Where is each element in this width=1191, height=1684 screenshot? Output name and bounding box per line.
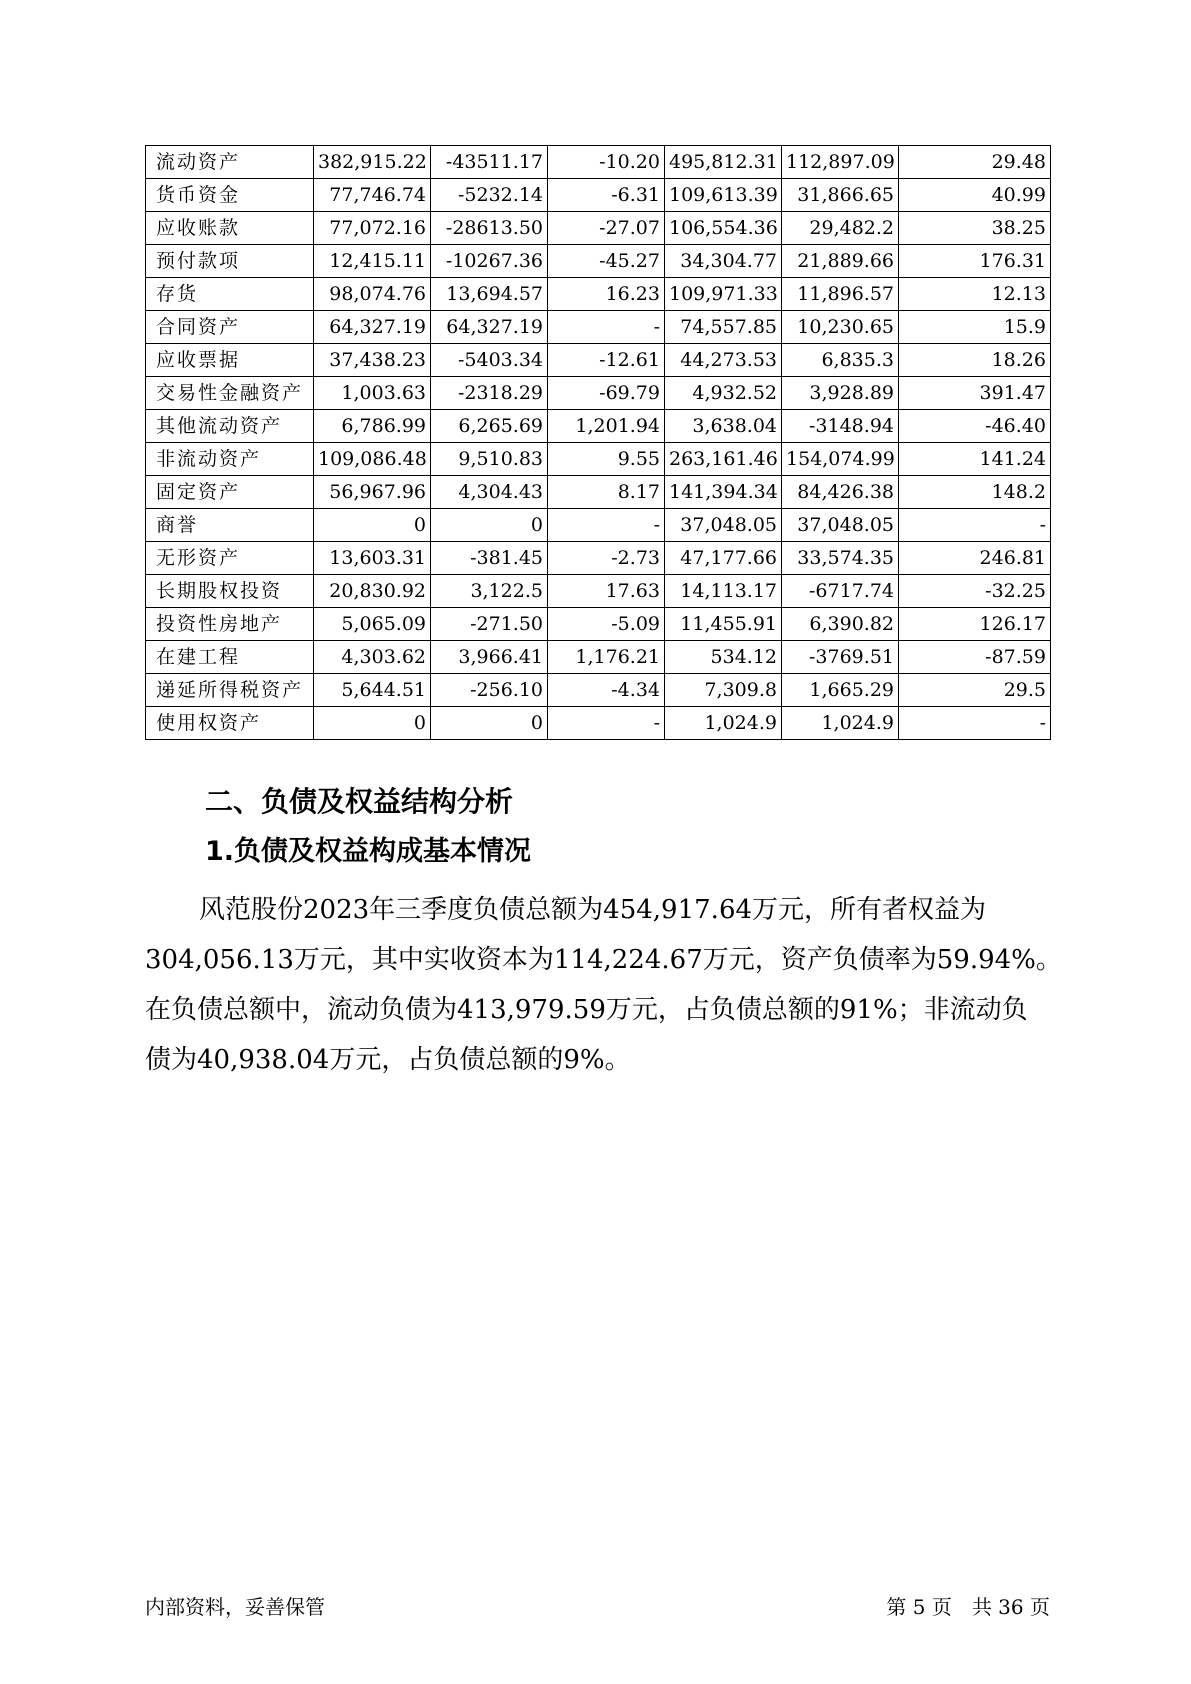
value-cell: -45.27	[548, 245, 665, 278]
footer-total-label: 共 36 页	[971, 1595, 1050, 1619]
value-cell: -381.45	[431, 542, 548, 575]
row-label-cell: 无形资产	[146, 542, 314, 575]
table-row	[146, 311, 1051, 344]
row-label-cell: 应收票据	[146, 344, 314, 377]
value-cell: 3,122.5	[431, 575, 548, 608]
value-cell: -10.20	[548, 146, 665, 179]
value-cell: 141.24	[899, 443, 1051, 476]
value-cell: 40.99	[899, 179, 1051, 212]
section-subheading: 1.负债及权益构成基本情况	[205, 836, 532, 867]
value-cell: -46.40	[899, 410, 1051, 443]
value-cell: -69.79	[548, 377, 665, 410]
paragraph-line: 债为40,938.04万元，占负债总额的9%。	[145, 1045, 631, 1075]
table-row	[146, 410, 1051, 443]
value-cell: 534.12	[665, 641, 782, 674]
value-cell: 109,613.39	[665, 179, 782, 212]
value-cell: 98,074.76	[314, 278, 431, 311]
value-cell: 148.2	[899, 476, 1051, 509]
row-label-cell: 投资性房地产	[146, 608, 314, 641]
row-label-cell: 流动资产	[146, 146, 314, 179]
value-cell: 154,074.99	[782, 443, 899, 476]
value-cell: 1,201.94	[548, 410, 665, 443]
value-cell: 11,455.91	[665, 608, 782, 641]
footer-confidential-note: 内部资料，妥善保管	[145, 1595, 325, 1619]
table-row	[146, 146, 1051, 179]
value-cell: 8.17	[548, 476, 665, 509]
value-cell: 5,065.09	[314, 608, 431, 641]
table-row	[146, 575, 1051, 608]
value-cell: 9.55	[548, 443, 665, 476]
value-cell: 64,327.19	[314, 311, 431, 344]
value-cell: -4.34	[548, 674, 665, 707]
value-cell: 37,048.05	[782, 509, 899, 542]
value-cell: 16.23	[548, 278, 665, 311]
value-cell: -271.50	[431, 608, 548, 641]
footer-page-label: 第 5 页	[886, 1595, 952, 1619]
value-cell: 20,830.92	[314, 575, 431, 608]
paragraph-line: 304,056.13万元，其中实收资本为114,224.67万元，资产负债率为59.94%。	[145, 945, 1062, 975]
row-label-cell: 非流动资产	[146, 443, 314, 476]
value-cell: 112,897.09	[782, 146, 899, 179]
value-cell: -5403.34	[431, 344, 548, 377]
value-cell: 31,866.65	[782, 179, 899, 212]
row-label-cell: 使用权资产	[146, 707, 314, 740]
value-cell: -10267.36	[431, 245, 548, 278]
row-label-cell: 交易性金融资产	[146, 377, 314, 410]
value-cell: 10,230.65	[782, 311, 899, 344]
value-cell: -	[548, 509, 665, 542]
value-cell: 126.17	[899, 608, 1051, 641]
table-row	[146, 641, 1051, 674]
table-row	[146, 707, 1051, 740]
value-cell: 9,510.83	[431, 443, 548, 476]
value-cell: -32.25	[899, 575, 1051, 608]
value-cell: -12.61	[548, 344, 665, 377]
value-cell: 33,574.35	[782, 542, 899, 575]
table-row	[146, 542, 1051, 575]
row-label-cell: 应收账款	[146, 212, 314, 245]
value-cell: 3,966.41	[431, 641, 548, 674]
table-row	[146, 179, 1051, 212]
value-cell: 64,327.19	[431, 311, 548, 344]
value-cell: -3148.94	[782, 410, 899, 443]
value-cell: 6,786.99	[314, 410, 431, 443]
row-label-cell: 货币资金	[146, 179, 314, 212]
value-cell: -6717.74	[782, 575, 899, 608]
row-label-cell: 在建工程	[146, 641, 314, 674]
footer-page-number	[886, 1594, 1050, 1620]
row-label-cell: 长期股权投资	[146, 575, 314, 608]
table-row	[146, 344, 1051, 377]
value-cell: 246.81	[899, 542, 1051, 575]
value-cell: 1,024.9	[782, 707, 899, 740]
row-label-cell: 递延所得税资产	[146, 674, 314, 707]
value-cell: -3769.51	[782, 641, 899, 674]
value-cell: 29.48	[899, 146, 1051, 179]
value-cell: -2318.29	[431, 377, 548, 410]
value-cell: 74,557.85	[665, 311, 782, 344]
value-cell: 1,003.63	[314, 377, 431, 410]
table-row	[146, 377, 1051, 410]
value-cell: 47,177.66	[665, 542, 782, 575]
value-cell: 6,265.69	[431, 410, 548, 443]
row-label-cell: 商誉	[146, 509, 314, 542]
row-label-cell: 预付款项	[146, 245, 314, 278]
value-cell: 1,176.21	[548, 641, 665, 674]
analysis-paragraph	[145, 885, 1062, 1085]
table-row	[146, 608, 1051, 641]
value-cell: -43511.17	[431, 146, 548, 179]
table-body	[146, 146, 1051, 740]
value-cell: 13,603.31	[314, 542, 431, 575]
value-cell: 106,554.36	[665, 212, 782, 245]
value-cell: 77,746.74	[314, 179, 431, 212]
table-row	[146, 245, 1051, 278]
value-cell: 3,638.04	[665, 410, 782, 443]
value-cell: 84,426.38	[782, 476, 899, 509]
value-cell: -6.31	[548, 179, 665, 212]
value-cell: -87.59	[899, 641, 1051, 674]
value-cell: 21,889.66	[782, 245, 899, 278]
value-cell: -256.10	[431, 674, 548, 707]
value-cell: 0	[431, 707, 548, 740]
table-row	[146, 443, 1051, 476]
value-cell: 109,971.33	[665, 278, 782, 311]
value-cell: -28613.50	[431, 212, 548, 245]
row-label-cell: 存货	[146, 278, 314, 311]
value-cell: 44,273.53	[665, 344, 782, 377]
value-cell: -5232.14	[431, 179, 548, 212]
paragraph-line: 风范股份2023年三季度负债总额为454,917.64万元，所有者权益为	[199, 895, 987, 925]
value-cell: -	[899, 509, 1051, 542]
row-label-cell: 合同资产	[146, 311, 314, 344]
value-cell: 6,835.3	[782, 344, 899, 377]
value-cell: -	[548, 707, 665, 740]
table-row	[146, 212, 1051, 245]
value-cell: 17.63	[548, 575, 665, 608]
value-cell: 13,694.57	[431, 278, 548, 311]
value-cell: 1,024.9	[665, 707, 782, 740]
value-cell: 34,304.77	[665, 245, 782, 278]
value-cell: 4,303.62	[314, 641, 431, 674]
value-cell: 141,394.34	[665, 476, 782, 509]
value-cell: -5.09	[548, 608, 665, 641]
table-row	[146, 674, 1051, 707]
value-cell: -	[548, 311, 665, 344]
value-cell: 37,438.23	[314, 344, 431, 377]
value-cell: 4,932.52	[665, 377, 782, 410]
balance-sheet-table	[145, 145, 1051, 740]
value-cell: 7,309.8	[665, 674, 782, 707]
table-row	[146, 278, 1051, 311]
section-heading: 二、负债及权益结构分析	[205, 785, 514, 818]
value-cell: 391.47	[899, 377, 1051, 410]
table-row	[146, 476, 1051, 509]
value-cell: -27.07	[548, 212, 665, 245]
value-cell: 56,967.96	[314, 476, 431, 509]
value-cell: 38.25	[899, 212, 1051, 245]
value-cell: 12.13	[899, 278, 1051, 311]
value-cell: 1,665.29	[782, 674, 899, 707]
value-cell: 29,482.2	[782, 212, 899, 245]
value-cell: 3,928.89	[782, 377, 899, 410]
table-row	[146, 509, 1051, 542]
value-cell: 12,415.11	[314, 245, 431, 278]
value-cell: 15.9	[899, 311, 1051, 344]
row-label-cell: 固定资产	[146, 476, 314, 509]
value-cell: 263,161.46	[665, 443, 782, 476]
value-cell: 495,812.31	[665, 146, 782, 179]
value-cell: 0	[431, 509, 548, 542]
value-cell: -	[899, 707, 1051, 740]
value-cell: 77,072.16	[314, 212, 431, 245]
value-cell: 109,086.48	[314, 443, 431, 476]
value-cell: 176.31	[899, 245, 1051, 278]
value-cell: 382,915.22	[314, 146, 431, 179]
value-cell: 0	[314, 509, 431, 542]
value-cell: 37,048.05	[665, 509, 782, 542]
value-cell: 18.26	[899, 344, 1051, 377]
value-cell: 29.5	[899, 674, 1051, 707]
value-cell: 0	[314, 707, 431, 740]
paragraph-line: 在负债总额中，流动负债为413,979.59万元，占负债总额的91%；非流动负	[145, 995, 1028, 1025]
value-cell: 11,896.57	[782, 278, 899, 311]
row-label-cell: 其他流动资产	[146, 410, 314, 443]
value-cell: 6,390.82	[782, 608, 899, 641]
value-cell: 14,113.17	[665, 575, 782, 608]
value-cell: 4,304.43	[431, 476, 548, 509]
value-cell: 5,644.51	[314, 674, 431, 707]
value-cell: -2.73	[548, 542, 665, 575]
